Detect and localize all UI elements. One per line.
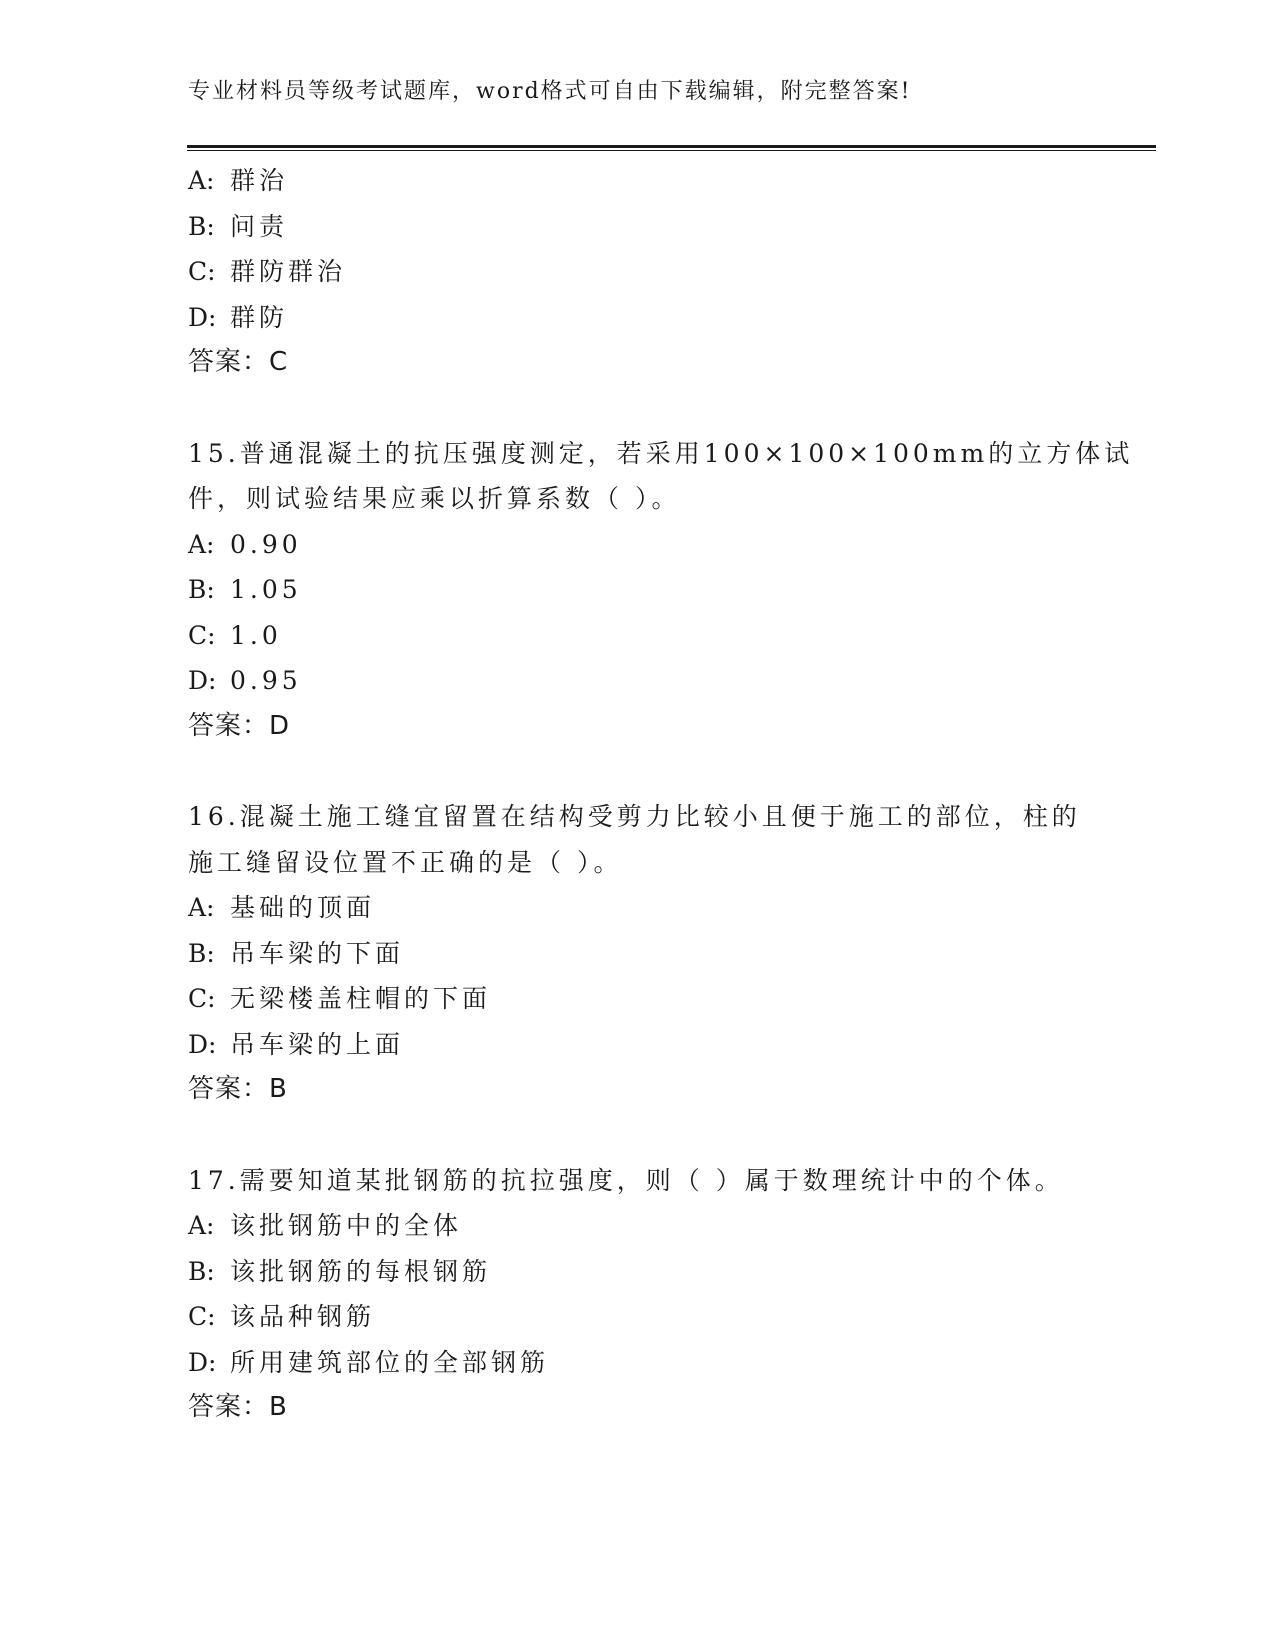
option-text: 1.0: [230, 620, 282, 650]
block-spacer: [188, 1113, 1088, 1158]
option-d: [188, 1340, 1088, 1386]
option-letter: A:: [188, 893, 215, 922]
option-c: [188, 249, 1088, 295]
option-letter: C:: [188, 257, 216, 286]
option-text: 吊车梁的下面: [230, 938, 405, 968]
option-c: [188, 1294, 1088, 1340]
option-d: [188, 1022, 1088, 1068]
option-text: 所用建筑部位的全部钢筋: [230, 1347, 550, 1377]
option-text: 群治: [230, 166, 289, 195]
option-text: 群防: [230, 302, 289, 332]
option-letter: D:: [188, 1347, 217, 1377]
answer-line: 答案：B: [188, 1074, 288, 1104]
option-letter: C:: [188, 620, 216, 650]
option-d: [188, 295, 1088, 341]
option-d: [188, 658, 1088, 704]
question-text-line: 17.需要知道某批钢筋的抗拉强度，则（ ）属于数理统计中的个体。: [188, 1165, 1064, 1195]
question-text-line: 施工缝留设位置不正确的是（ ）。: [188, 847, 623, 877]
option-letter: B:: [188, 575, 215, 604]
option-letter: B:: [188, 211, 215, 241]
option-text: 该品种钢筋: [230, 1302, 376, 1331]
option-letter: B:: [188, 1256, 215, 1286]
option-a: [188, 158, 1088, 204]
option-letter: A:: [188, 166, 215, 195]
option-letter: D:: [188, 1029, 217, 1059]
option-text: 群防群治: [230, 257, 347, 286]
option-letter: B:: [188, 938, 215, 968]
option-text: 该批钢筋中的全体: [230, 1211, 463, 1240]
option-b: [188, 1249, 1088, 1295]
option-text: 无梁楼盖柱帽的下面: [230, 984, 492, 1013]
header-divider: [187, 145, 1156, 151]
option-letter: C:: [188, 1302, 216, 1331]
option-a: [188, 885, 1088, 931]
answer-line: 答案：B: [188, 1392, 288, 1422]
option-letter: C:: [188, 984, 216, 1013]
option-text: 0.90: [230, 529, 302, 559]
page-header: 专业材料员等级考试题库，word格式可自由下载编辑，附完整答案!: [188, 79, 912, 104]
question-block-14: [188, 158, 1088, 386]
option-text: 基础的顶面: [230, 893, 376, 922]
option-a: [188, 522, 1088, 568]
option-text: 0.95: [230, 666, 302, 695]
block-spacer: [188, 749, 1088, 794]
option-text: 该批钢筋的每根钢筋: [230, 1256, 492, 1286]
option-text: 1.05: [230, 575, 302, 604]
option-text: 吊车梁的上面: [230, 1029, 405, 1059]
option-a: [188, 1203, 1088, 1249]
option-letter: A:: [188, 1211, 215, 1240]
question-text-line: 件，则试验结果应乘以折算系数（ ）。: [188, 484, 681, 513]
option-c: [188, 976, 1088, 1022]
question-block-16: [188, 794, 1088, 1113]
question-list: [188, 158, 1134, 1431]
option-b: [188, 931, 1088, 977]
option-text: 问责: [230, 211, 289, 241]
question-text-line: 15.普通混凝土的抗压强度测定，若采用100×100×100mm的立方体试: [188, 438, 1134, 468]
header-divider-thick: [187, 145, 1156, 148]
option-letter: A:: [188, 529, 215, 559]
question-block-15: [188, 431, 1134, 750]
option-b: [188, 567, 1088, 613]
answer-line: 答案：C: [188, 347, 289, 377]
question-block-17: [188, 1158, 1088, 1431]
option-b: [188, 204, 1088, 250]
header-divider-thin: [187, 150, 1156, 151]
option-letter: D:: [188, 666, 217, 695]
question-text-line: 16.混凝土施工缝宜留置在结构受剪力比较小且便于施工的部位，柱的: [188, 802, 1081, 831]
block-spacer: [188, 386, 1088, 431]
option-letter: D:: [188, 302, 217, 332]
answer-line: 答案：D: [188, 710, 291, 741]
option-c: [188, 613, 1088, 659]
